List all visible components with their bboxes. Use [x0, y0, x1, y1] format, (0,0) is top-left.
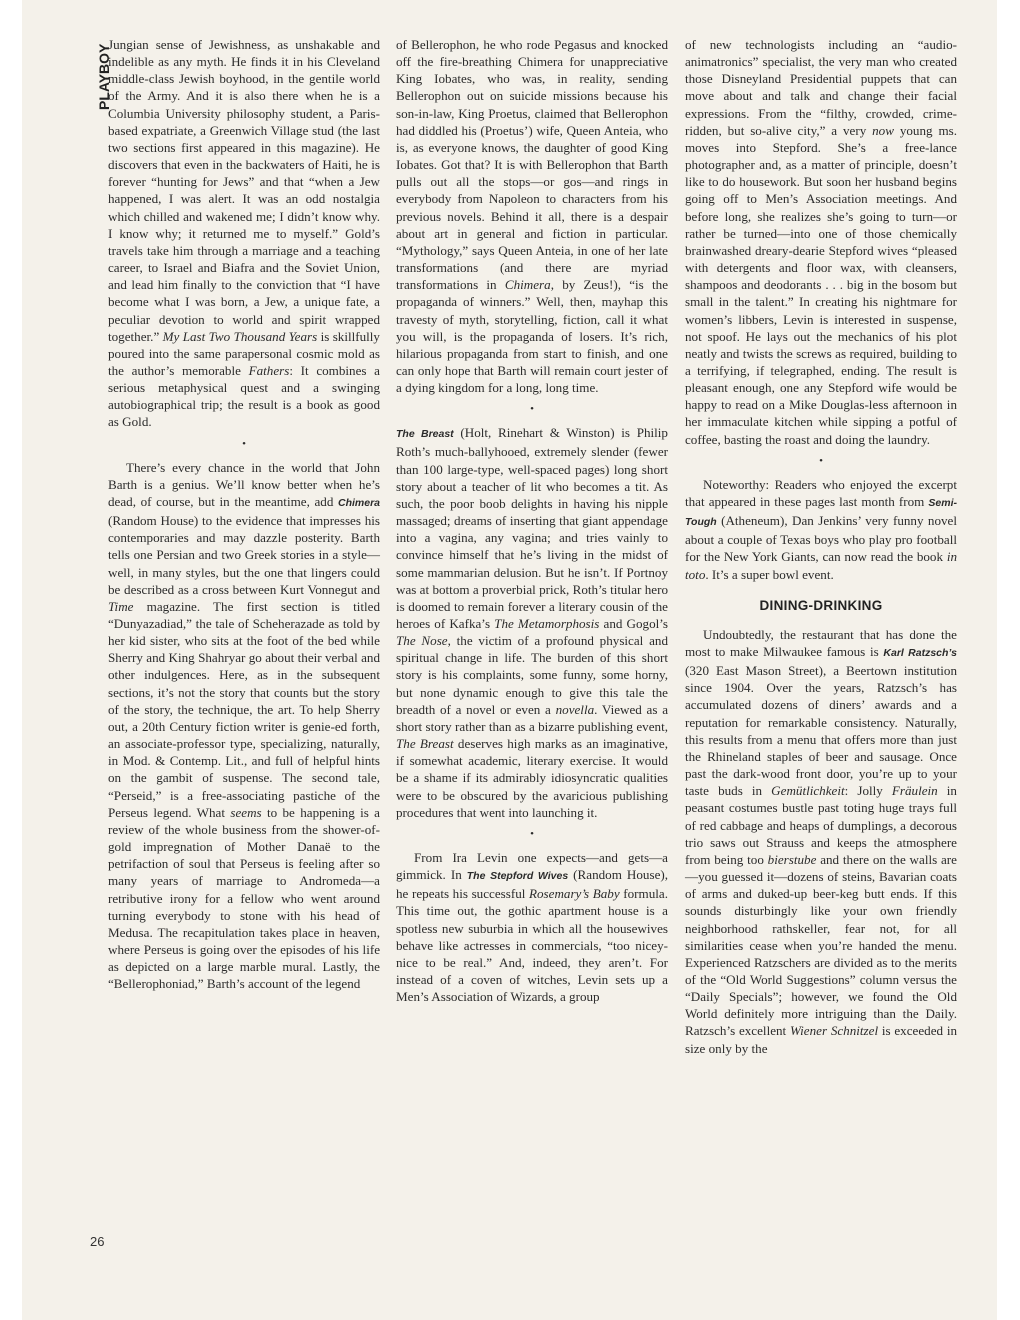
text: (Random House), he repeats his successful	[396, 867, 669, 902]
column-3	[685, 36, 957, 1057]
separator-bullet: •	[530, 827, 534, 840]
paragraph-roth-review	[396, 424, 668, 821]
book-title: Semi-Tough	[685, 496, 957, 529]
book-title: The Breast	[396, 428, 454, 441]
book-title: The Nose	[396, 633, 448, 649]
paragraph-ratzsch-review	[685, 626, 957, 1057]
text: . Viewed as a short story rather than as a bizarre publishing event,	[396, 701, 669, 734]
paragraph-barth-review	[108, 459, 380, 993]
text: magazine. The first section is titled “Dunyazadiad,” the tale of Scheherazade as told by her kid sister, who sits at the foot of the bed while Sherry and King Shahryar go about their verbal and other indulgences. Here, as in the subsequent sections, it’s not the story that counts but the story of the story, the technique, the art. To help Sherry out, a 20th Century fiction writer is genie-ed forth, an associate-professor type, specializing, naturally, in Mod. & Contemp. Lit., and full of helpful hints on the gambit of suspense. The second tale, “Perseid,” is a free-associating pastiche of the Perseus legend. What	[108, 598, 380, 820]
text: (Random House) to the evidence that impresses his contemporaries and may dazzle posterity. Barth tells one Persian and two Greek stories in a style—well, in many styles, but the one that lingers could be described as a cross between Kurt Vonnegut and	[108, 513, 380, 597]
paragraph-barth-continued	[396, 36, 668, 396]
running-header-playboy: PLAYBOY	[96, 44, 112, 111]
emphasis: seems	[230, 804, 262, 820]
emphasis: now	[872, 122, 894, 138]
emphasis: Wiener Schnitzel	[789, 1023, 879, 1039]
text: . It’s a super bowl event.	[705, 566, 834, 582]
emphasis: novella	[555, 701, 595, 717]
text: Undoubtedly, the restaurant that has done the most to make Milwaukee famous is	[685, 626, 957, 659]
separator-bullet: •	[530, 403, 534, 416]
book-title: Chimera	[337, 496, 380, 509]
book-title: Fathers	[248, 362, 290, 378]
book-title: Rosemary’s Baby	[529, 886, 620, 902]
text: (320 East Mason Street), a Beertown institution since 1904. Over the years, Ratzsch’s has accumulated dozens of diners’ awards and a reputation for remarkable consistency. Naturally, this results from a menu that offers more than just the Rhineland staples of beer and sausage. Once past the dark-wood front door, you’re up to your taste buds in	[685, 663, 957, 799]
text: is skillfully poured into the same parapersonal cosmic mold as the author’s memorable	[108, 328, 380, 378]
magazine-page	[22, 0, 997, 1320]
page-number: 26	[90, 1234, 105, 1249]
book-title: The Stepford Wives	[466, 870, 569, 883]
text: : Jolly	[844, 783, 892, 799]
separator-bullet: •	[819, 454, 823, 467]
text: is exceeded in size only by the	[685, 1023, 957, 1056]
text: deserves high marks as an imaginative, if somewhat academic, literary exercise. It would be a shame if its admirably idiosyncratic qualities were to be obscured by the avaricious publishing procedures that went into launching it.	[396, 736, 668, 820]
emphasis: in toto	[685, 549, 957, 582]
text: Noteworthy: Readers who enjoyed the excerpt that appeared in these pages last month from	[685, 476, 957, 509]
book-title: My Last Two Thousand Years	[162, 328, 318, 344]
separator-bullet: •	[242, 437, 246, 450]
book-title: Chimera	[504, 277, 551, 293]
text: of Bellerophon, he who rode Pegasus and knocked off the fire-breathing Chimera for unappreciative King Iobates, who was, in reality, sending Bellerophon out on suicide missions because his son-in-law, King Proetus, claimed that Bellerophon had diddled his (Proetus’) wife, Queen Anteia, who is, as everyone knows, the daughter of good King Iobates. Got that? It is with Bellerophon that Barth pulls out all the stops—or gos—and rings in everybody from Napoleon to characters from his previous novels. Behind it all, there is a despair about art in general and fiction in particular. “Mythology,” says Queen Anteia, in one of her late transformations (and there are myriad transformations in	[396, 37, 668, 293]
paragraph-noteworthy	[685, 476, 957, 583]
text: (Holt, Rinehart & Winston) is Philip Roth’s much-ballyhooed, extremely slender (fewer than 100 large-type, well-spaced pages) long short story about a teacher of lit who becomes a tit. As such, the poor boob delights in having his nipple massaged; dreams of inserting that giant appendage into a vagina, any vagina; and tries vainly to convince himself that he’s living in the midst of some mammarian delusion. But he isn’t. If Portnoy was at bottom a proverbial prick, Roth’s titular hero is doomed to remain forever a literary cousin of the heroes of Kafka’s	[396, 425, 668, 631]
text: and there on the walls are—you guessed it—dozens of steins, Bavarian coats of arms and duked-up beer-keg butt ends. If this sounds disturbingly like your own friendly neighborhood rathskeller, fear not, for all similarities cease when you’re handed the menu. Experienced Ratzschers are divided as to the merits of the “Old World Suggestions” column versus the “Daily Specials”; however, we found the Old World definitely more intriguing than the Daily. Ratzsch’s excellent	[685, 851, 957, 1039]
text: and Gogol’s	[599, 616, 668, 631]
text: formula. This time out, the gothic apartment house is a spotless new suburbia in which all the housewives behave like actresses in commercials, “too nicey-nice to be real.” And, indeed, they aren’t. For instead of a coven of witches, Levin sets up a Men’s Association of Wizards, a group	[396, 886, 668, 1005]
paragraph-gold-review	[108, 36, 380, 431]
book-title: The Metamorphosis	[494, 616, 600, 631]
text: There’s every chance in the world that John Barth is a genius. We’ll know better when he’s dead, of course, but in the meantime, add	[108, 459, 380, 509]
column-2	[396, 36, 668, 1005]
text: Jungian sense of Jewishness, as unshakable and indelible as any myth. He finds it in his Cleveland middle-class Jewish boyhood, in the gentile world of the Army. And it is also there when he is a Columbia University philosophy student, a Paris-based expatriate, a Greenwich Village stud (the last two sections first appeared in this magazine). He discovers that even in the backwaters of Haiti, he is forever “hunting for Jews” and that “when a Jew happened, I was alert. It was an odd nostalgia which chilled and wakened me; I didn’t know why. I know why; it returned me to myself.” Gold’s travels take him through a marriage and a teaching career, to Israel and Biafra and the Soviet Union, and lead him finally to the conviction that “I have become what I was born, a Jew, a unique fate, a peculiar devotion to world and spirit wrapped together.”	[108, 37, 380, 344]
emphasis: Fräulein	[891, 783, 938, 799]
text: , the victim of a profound physical and spiritual change in life. The burden of this short story is his complaints, some funny, some horny, but none dynamic enough to give this tale the breadth of a novel or even a	[396, 633, 668, 717]
paragraph-levin-continued	[685, 36, 957, 448]
restaurant-name: Karl Ratzsch’s	[883, 647, 957, 659]
text: : It combines a serious metaphysical quest and a swinging autobiographical trip; the result is a book as good as Gold.	[108, 362, 380, 430]
text: From Ira Levin one expects—and gets—a gimmick. In	[396, 849, 668, 883]
text: of new technologists including an “audio-animatronics” specialist, the very man who created those Disneyland Presidential puppets that can move about and talk and change their facial expressions. From the “filthy, crowded, crime-ridden, but so-alive city,” a very	[685, 37, 957, 138]
paragraph-levin-review	[396, 849, 668, 1005]
section-heading-dining-drinking: DINING-DRINKING	[759, 597, 883, 613]
emphasis: Gemütlichkeit	[771, 783, 845, 799]
book-title: The Breast	[396, 736, 454, 752]
column-1	[108, 36, 380, 992]
text: to be happening is a review of the whole business from the shower-of-gold impregnation of Mother Danaë to the petrifaction of soul that Perseus is feeling after so many years of marriage to Andromeda—a retributive irony for a fellow who went around turning everybody to stone with his head of Medusa. The recapitulation takes place in heaven, where Perseus is going over the episodes of his life as depicted on a large marble mural. Lastly, the “Bellerophoniad,” Barth’s account of the legend	[108, 804, 380, 992]
emphasis: bierstube	[767, 851, 817, 867]
text: , by Zeus!), “is the propaganda of winners.” Well, then, mayhap this travesty of myth, storytelling, fiction, call it what you will, is the propaganda of losers. It’s rich, hilarious propaganda from start to finish, and one can only hope that Barth will remain court jester of a dying kingdom for a long, long time.	[396, 277, 669, 396]
text: young ms. moves into Stepford. She’s a free-lance photographer and, as a matter of principle, doesn’t like to do housework. But soon her husband begins going off to Men’s Association meetings. And before long, she realizes she’s going to turn—or rather be turned—into one of those chemically brainwashed dreary-dearie Stepford wives “pleased with detergents and floor wax, with cleansers, shampoos and deodorants . . . big in the bosom but small in the talent.” In creating his nightmare for women’s libbers, Levin is interested in suspense, not spoof. He lays out the mechanics of his plot neatly and twists the screws as required, building to a terrifying, if telegraphed, ending. The result is pleasant enough, one any Stepford wife would be happy to read on a Mike Douglas-less afternoon in her immaculate kitchen while sipping a potful of coffee, basting the roast and doing the laundry.	[685, 122, 957, 447]
text: in peasant costumes bustle past toting huge trays full of red cabbage and heaps of dumplings, a decorous trio saws out Strauss and keeps the atmosphere from being too	[685, 783, 957, 867]
text: (Atheneum), Dan Jenkins’ very funny novel about a couple of Texas boys who play pro football for the New York Giants, can now read the book	[685, 513, 957, 565]
magazine-title: Time	[108, 598, 134, 614]
